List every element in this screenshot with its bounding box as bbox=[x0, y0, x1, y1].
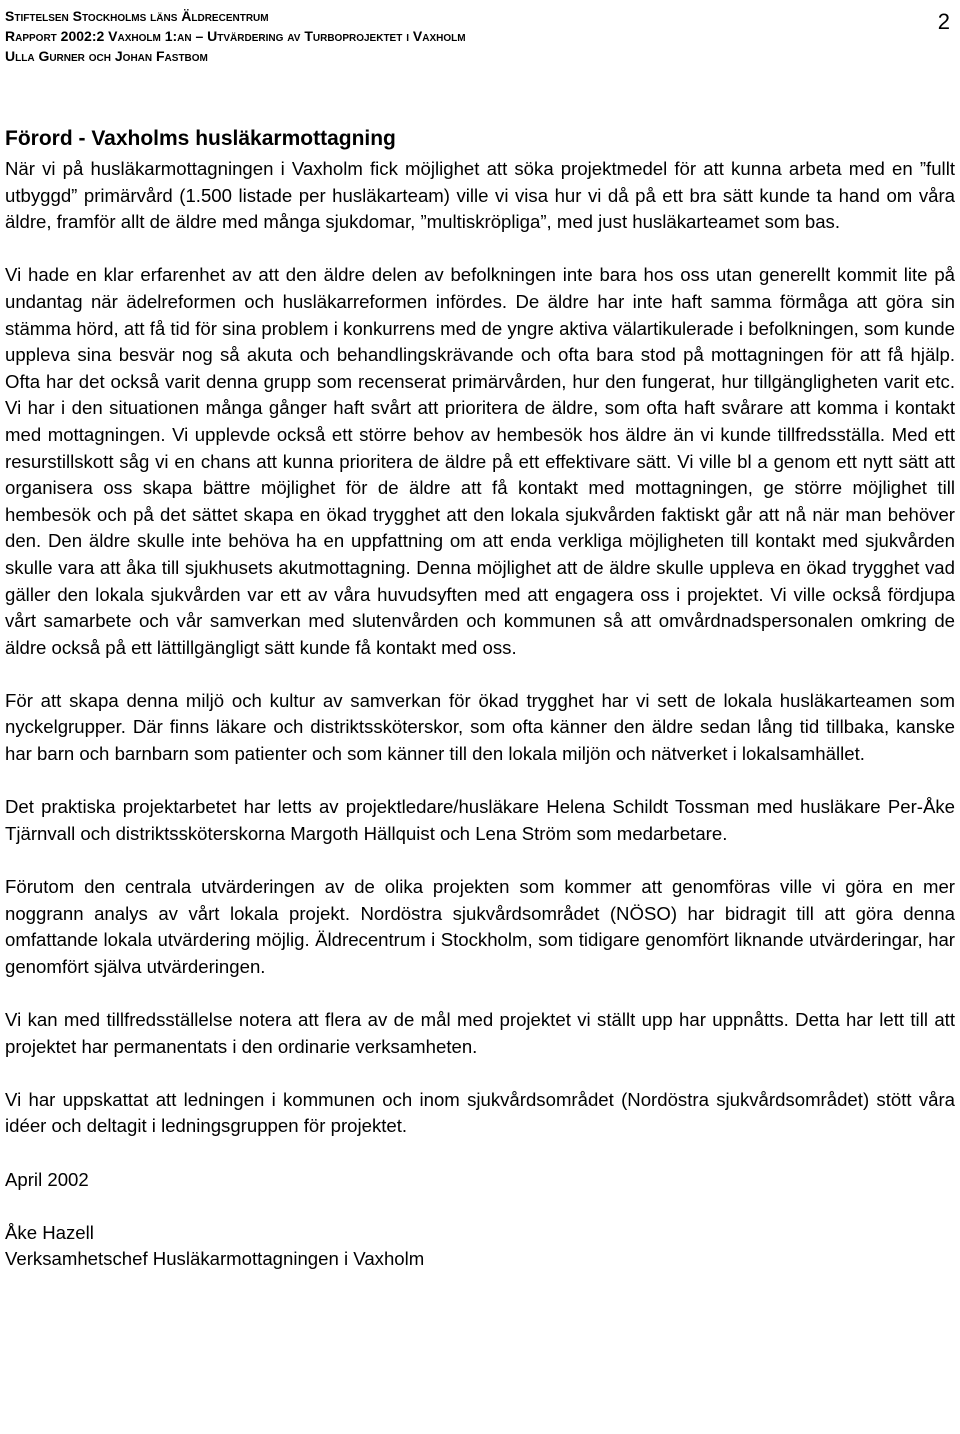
header-report-title: Rapport 2002:2 Vaxholm 1:an – Utvärdering av Turboprojektet i Vaxholm bbox=[5, 28, 466, 44]
section-heading: Förord - Vaxholms husläkarmottagning bbox=[5, 127, 396, 150]
paragraph-evaluation: Förutom den centrala utvärderingen av de olika projekten som kommer att genomföras ville vi göra en mer noggrann analys av vårt lokala projekt. Nordöstra sjukvårdsområdet (NÖSO) har bidragit till att göra denna omfattande lokala utvärdering möjlig. Äldrecentrum i Stockholm, som tidigare genomfört liknande utvärderingar, har genomfört själva utvärderingen. bbox=[5, 876, 955, 977]
paragraph-results: Vi kan med tillfredsställelse notera att flera av de mål med projektet vi ställt upp har uppnåtts. Detta har lett till att projektet har permanentats i den ordinarie verksamheten. bbox=[5, 1009, 955, 1057]
header-authors: Ulla Gurner och Johan Fastbom bbox=[5, 48, 208, 64]
paragraph-project-staff: Det praktiska projektarbetet har letts av projektledare/husläkare Helena Schildt Tossman med husläkare Per-Åke Tjärnvall och distriktssköterskorna Margoth Hällquist och Lena Ström som medarbetare. bbox=[5, 796, 955, 844]
signature-name: Åke Hazell bbox=[5, 1221, 94, 1243]
paragraph-background: Vi hade en klar erfarenhet av att den äldre delen av befolkningen inte bara hos oss utan generellt kommit lite på undantag när ädelreformen och husläkarreformen infördes. De äldre har inte haft samma förmåga att göra sin stämma hörd, att få tid för sina problem i konkurrens med de yngre aktiva välartikulerade i befolkningen, som kunde uppleva sina besvär nog så akuta och behandlingskrävande och ofta bara stod på mottagningen för att få hjälp. Ofta har det också varit denna grupp som recenserat primärvården, hur den fungerat, hur tillgängligheten varit etc. Vi har i den situationen många gånger haft svårt att prioritera de äldre, som ofta haft svårare att komma i kontakt med mottagningen. Vi upplevde också ett större behov av hembesök hos äldre än vi kunde tillfredsställa. Med ett resurstillskott såg vi en chans att kunna prioritera de äldre på ett effektivare sätt. Vi ville bl a genom ett nytt sätt att organisera oss skapa bättre möjlighet för de äldre att få kontakt med mottagningen, ge större möjlighet till hembesök och på det sättet skapa en ökad trygghet att den lokala sjukvården faktiskt går att nå när man behöver den. Den äldre skulle inte behöva ha en uppfattning om att enda verkliga möjligheten till kontakt med sjukvården skulle vara att åka till sjukhusets akutmottagning. Denna möjlighet att de äldre skulle uppleva en ökad trygghet vad gäller den lokala sjukvården var ett av våra huvudsyften med att engagera oss i projektet. Vi ville också fördjupa vårt samarbete och vår samverkan med slutenvården och kommunen så att omvårdnadspersonalen omkring de äldre också på ett lättillgängligt sätt kunde få kontakt med oss. bbox=[5, 264, 955, 658]
body-text bbox=[5, 156, 955, 1273]
page-number: 2 bbox=[937, 9, 950, 34]
paragraph-intro: När vi på husläkarmottagningen i Vaxholm fick möjlighet att söka projektmedel för att kunna arbeta med en ”fullt utbyggd” primärvård (1.500 listade per husläkarteam) ville vi visa hur vi då på ett bra sätt kunde ta hand om våra äldre, framför allt de äldre med många sjukdomar, ”multiskröpliga”, med just husläkarteamet som bas. bbox=[5, 158, 955, 233]
date-line: April 2002 bbox=[5, 1168, 89, 1190]
signature-role: Verksamhetschef Husläkarmottagningen i Vaxholm bbox=[5, 1248, 425, 1270]
header-organization: Stiftelsen Stockholms läns Äldrecentrum bbox=[5, 8, 269, 24]
paragraph-acknowledgement: Vi har uppskattat att ledningen i kommunen och inom sjukvårdsområdet (Nordöstra sjukvårdsområdet) stött våra idéer och deltagit i ledningsgruppen för projektet. bbox=[5, 1088, 955, 1137]
running-header bbox=[5, 6, 950, 66]
paragraph-collaboration: För att skapa denna miljö och kultur av samverkan för ökad trygghet har vi sett de lokala husläkarteamen som nyckelgrupper. Där finns läkare och distriktssköterskor, som ofta känner den äldre sedan lång tid tillbaka, kanske har barn och barnbarn som patienter och som känner till den lokala miljön och nätverket i lokalsamhället. bbox=[5, 689, 955, 765]
